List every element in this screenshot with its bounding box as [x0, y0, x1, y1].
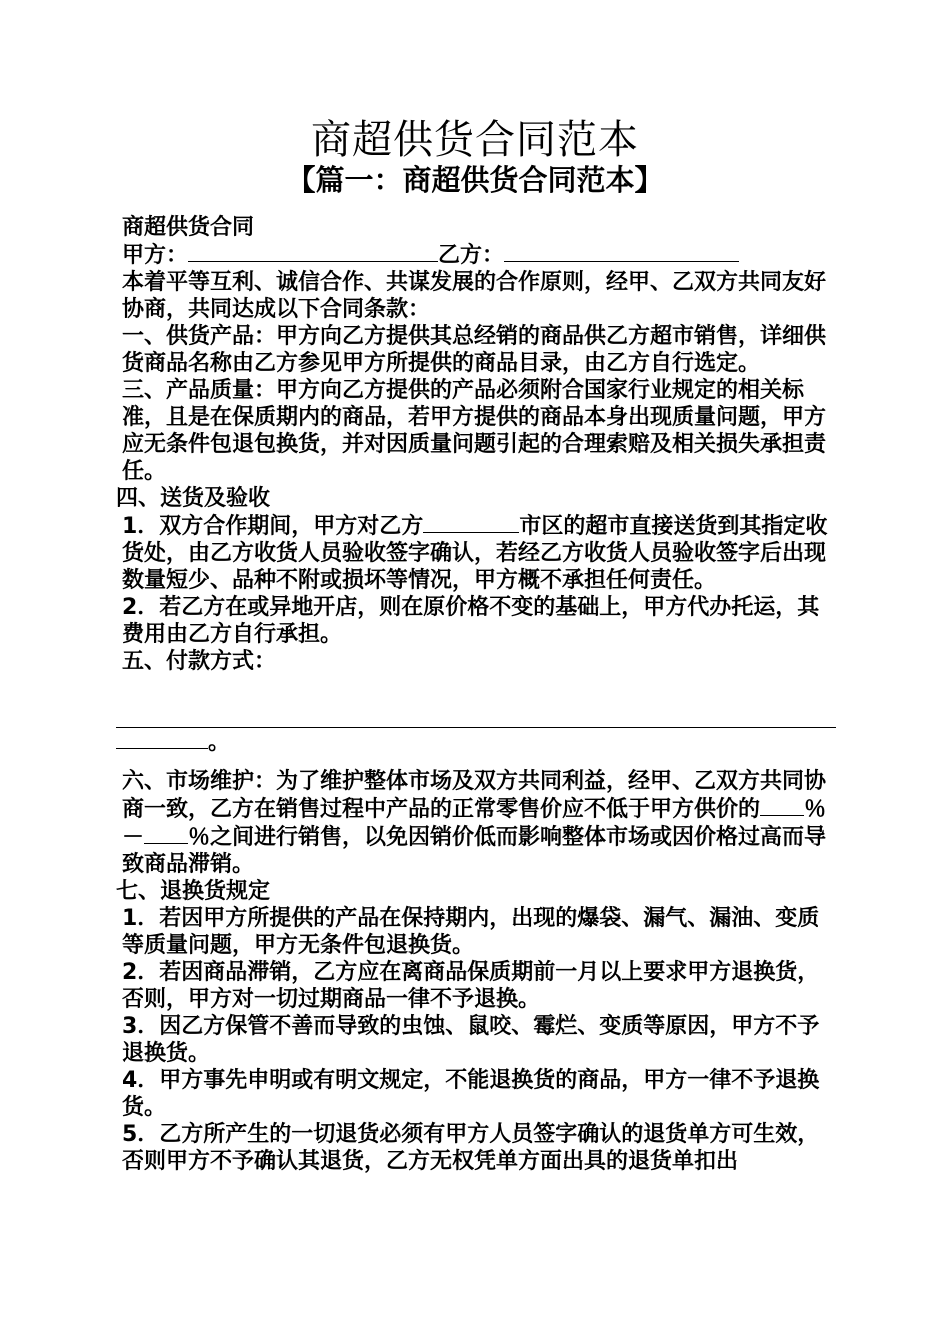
price-max-blank: [144, 823, 188, 844]
clause-7-2: 2．若因商品滞销，乙方应在离商品保质期前一月以上要求甲方退换货，否则，甲方对一切过期商品一律不予退换。: [122, 960, 820, 1012]
party-a-label: 甲方：: [122, 243, 189, 268]
clause-4-1-post: 市区的超市直接送货到其指定收货处，由乙方收货人员验收签字确认，若经乙方收货人员验收签字后出现数量短少、品种不附或损坏等情况，甲方概不承担任何责任。: [122, 514, 828, 593]
payment-method-tail: [116, 728, 841, 756]
clause-6-pre: 六、市场维护：为了维护整体市场及双方共同利益，经甲、乙双方共同协商一致，乙方在销售过程中产品的正常零售价应不低于甲方供价的: [122, 769, 827, 822]
clause-5-heading: 五、付款方式：: [122, 649, 277, 674]
clause-3: 三、产品质量：甲方向乙方提供的产品必须附合国家行业规定的相关标准，且是在保质期内的商品，若甲方提供的商品本身出现质量问题，甲方应无条件包退包换货，并对因质量问题引起的合理索赔及相关损失承担责任。: [122, 378, 827, 484]
clause-7-3: 3．因乙方保管不善而导致的虫蚀、鼠咬、霉烂、变质等原因，甲方不予退换货。: [122, 1014, 820, 1066]
document-subtitle: 【篇一：商超供货合同范本】: [286, 163, 664, 197]
city-blank: [423, 512, 519, 533]
party-a-blank: [188, 241, 438, 262]
clause-4-1-pre: 1．双方合作期间，甲方对乙方: [122, 514, 424, 539]
party-b-blank: [504, 241, 739, 262]
clause-6: [116, 768, 841, 878]
clause-7-1: 1．若因甲方所提供的产品在保持期内，出现的爆袋、漏气、漏油、变质等质量问题，甲方无条件包退换货。: [122, 906, 820, 958]
payment-method-blank-end: [116, 728, 208, 749]
preamble: 本着平等互利、诚信合作、共谋发展的合作原则，经甲、乙双方共同友好协商，共同达成以下合同条款：: [122, 270, 827, 322]
parties-line: [116, 241, 841, 269]
document-title: 商超供货合同范本: [311, 117, 639, 163]
price-min-blank: [760, 795, 804, 816]
payment-method-period: 。: [208, 730, 231, 755]
clause-6-post: ％之间进行销售，以免因销价低而影响整体市场或因价格过高而导致商品滞销。: [122, 825, 827, 877]
contract-body: [116, 214, 841, 1175]
clause-7-heading: 七、退换货规定: [116, 879, 271, 904]
clause-7-4: 4．甲方事先申明或有明文规定，不能退换货的商品，甲方一律不予退换货。: [122, 1068, 820, 1120]
party-b-label: 乙方：: [438, 243, 505, 268]
clause-4-1: [116, 512, 841, 594]
payment-method-blank-line: [116, 703, 836, 728]
clause-7-5: 5．乙方所产生的一切退货必须有甲方人员签字确认的退货单方可生效，否则甲方不予确认其退货，乙方无权凭单方面出具的退货单扣出: [122, 1122, 820, 1174]
clause-6-mid: ％－: [122, 797, 827, 850]
contract-heading: 商超供货合同: [122, 215, 255, 240]
clause-1: 一、供货产品：甲方向乙方提供其总经销的商品供乙方超市销售，详细供货商品名称由乙方参见甲方所提供的商品目录，由乙方自行选定。: [122, 324, 827, 376]
clause-4-heading: 四、送货及验收: [116, 486, 271, 511]
clause-4-2: 2．若乙方在或异地开店，则在原价格不变的基础上，甲方代办托运，其费用由乙方自行承担。: [122, 595, 820, 647]
